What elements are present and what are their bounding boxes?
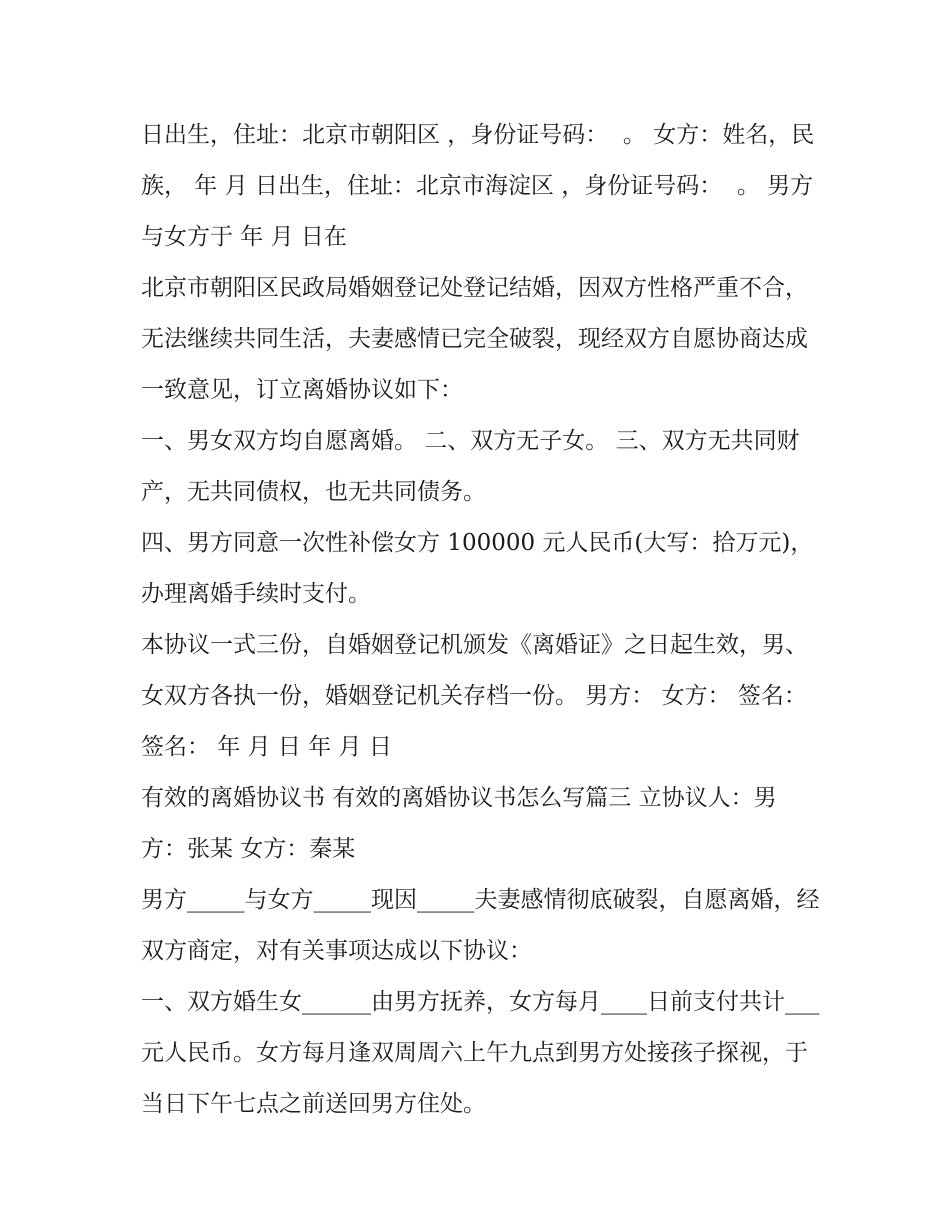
paragraph-marriage-registration: 北京市朝阳区民政局婚姻登记处登记结婚，因双方性格严重不合，无法继续共同生活，夫妻感情已完全破裂，现经双方自愿协商达成一致意见，订立离婚协议如下： [141, 275, 808, 403]
paragraph-agreement-intro: 男方_____与女方_____现因_____夫妻感情彻底破裂，自愿离婚，经双方商定，对有关事项达成以下协议： [141, 887, 820, 964]
document-body [141, 110, 821, 1130]
paragraph-terms-1-3: 一、男女双方均自愿离婚。 二、双方无子女。 三、双方无共同财产，无共同债权，也无共同债务。 [141, 428, 800, 505]
paragraph-section-heading: 有效的离婚协议书 有效的离婚协议书怎么写篇三 立协议人：男方：张某 女方：秦某 [141, 785, 777, 862]
paragraph-child-custody: 一、双方婚生女______由男方抚养，女方每月____日前支付共计___元人民币。女方每月逢双周周六上午九点到男方处接孩子探视，于当日下午七点之前送回男方住处。 [141, 989, 820, 1117]
paragraph-term-4-compensation: 四、男方同意一次性补偿女方 100000 元人民币(大写：拾万元)，办理离婚手续时支付。 [141, 530, 814, 607]
paragraph-effectiveness-signatures: 本协议一式三份，自婚姻登记机颁发《离婚证》之日起生效，男、女双方各执一份，婚姻登记机关存档一份。 男方： 女方： 签名： 签名： 年 月 日 年 月 日 [141, 632, 815, 760]
paragraph-party-details: 日出生，住址：北京市朝阳区 ，身份证号码： 。 女方：姓名，民族， 年 月 日出生，住址：北京市海淀区 ，身份证号码： 。 男方与女方于 年 月 日在 [141, 122, 815, 250]
